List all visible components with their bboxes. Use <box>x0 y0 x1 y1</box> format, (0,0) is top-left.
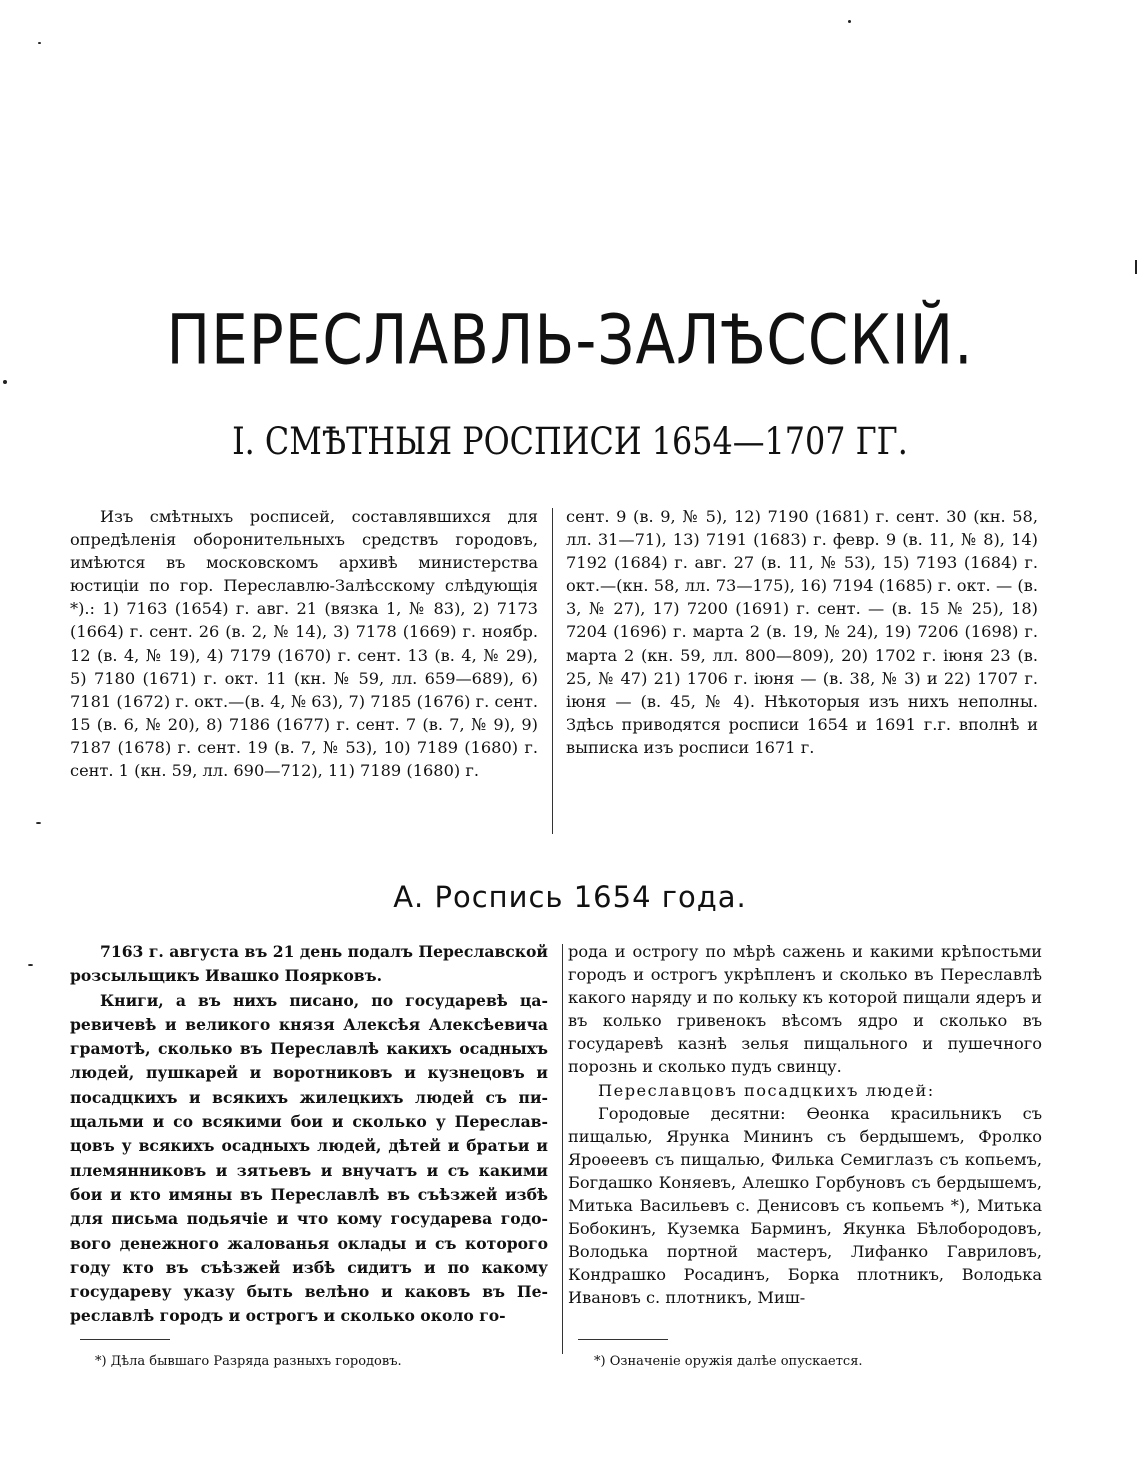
body-left-paragraph: Книги, а въ нихъ писано, по государевѣ царевичевѣ и великого князя Алексѣя Алексѣевича грамотѣ, сколько въ Переславлѣ какихъ осадныхъ людей, пушкарей и воротниковъ и кузнецовъ и посадцкихъ и всякихъ жилецкихъ людей съ пищальми и со всякими бои и сколько у Переславцовъ у всякихъ осадныхъ людей, дѣтей и братьи и племянниковъ и зятьевъ и внучатъ и съ какими бои и кто имяны въ Переславлѣ въ съѣзжей избѣ для письма подьячіе и что кому государева годового денежного жалованья оклады и съ которого году кто въ съѣзжей избѣ сидитъ и по какому государеву указу быть велѣно и каковъ въ Переславлѣ городъ и острогъ и сколько около го- <box>70 990 548 1326</box>
subsection-title: А. Роспись 1654 года. <box>393 880 747 914</box>
footnote-left: *) Дѣла бывшаго Разряда разныхъ городовъ. <box>95 1354 402 1369</box>
body-right-paragraph: Городовые десятни: Ѳеонка красильникъ съ пищалью, Ярунка Мининъ съ бердышемъ, Фролко Яроѳеевъ съ пищалью, Филька Семиглазъ съ копьемъ, Богдашко Коняевъ, Алешко Горбуновъ съ бердышемъ, Митька Васильевъ с. Денисовъ съ копьемъ *), Митька Бобокинъ, Куземка Барминъ, Якунка Бѣлобородовъ, Володька портной мастеръ, Лифанко Гавриловъ, Кондрашко Росадинъ, Борка плотникъ, Володька Ивановъ с. плотникъ, Миш- <box>568 1103 1042 1308</box>
speck-mark <box>848 20 851 23</box>
speck-mark <box>28 964 33 966</box>
page-title: ПЕРЕСЛАВЛЬ-ЗАЛѢССКІЙ. <box>166 300 974 381</box>
column-divider <box>562 944 563 1354</box>
intro-right-text: сент. 9 (в. 9, № 5), 12) 7190 (1681) г. сент. 30 (кн. 58, лл. 31—71), 13) 7191 (1683) г. февр. 9 (в. 11, № 8), 14) 7192 (1684) г. авг. 27 (в. 11, № 53), 15) 7193 (1684) г. окт.—(кн. 58, лл. 73—175), 16) 7194 (1685) г. окт. — (в. 3, № 27), 17) 7200 (1691) г. сент. — (в. 15 № 25), 18) 7204 (1696) г. марта 2 (в. 19, № 24), 19) 7206 (1698) г. марта 2 (кн. 59, лл. 800—809), 20) 1702 г. іюня 23 (в. 25, № 47) 21) 1706 г. іюня — (в. 38, № 3) и 22) 1707 г. іюня — (в. 45, № 4). Нѣкоторыя изъ нихъ неполны. Здѣсь приводятся росписи 1654 и 1691 г.г. вполнѣ и выписка изъ росписи 1671 г. <box>566 507 1038 757</box>
body-right-paragraph: рода и острогу по мѣрѣ сажень и какими крѣпостьми городъ и острогъ укрѣпленъ и сколько въ Переславлѣ какого наряду и по кольку къ которой пищали ядеръ и въ колько гривенокъ вѣсомъ ядро и сколько въ государевѣ казнѣ зелья пищального и пушечного порознь и сколько пудъ свинцу. <box>568 942 1042 1077</box>
body-right-column <box>568 940 1042 1310</box>
footnote-rule <box>80 1339 170 1340</box>
column-divider <box>552 508 553 834</box>
intro-left-text: Изъ смѣтныхъ росписей, составлявшихся для опредѣленія оборонительныхъ средствъ городовъ, имѣются въ московскомъ архивѣ министерства юстиціи по гор. Переславлю-Залѣсскому слѣдующія *).: 1) 7163 (1654) г. авг. 21 (вязка 1, № 83), 2) 7173 (1664) г. сент. 26 (в. 2, № 14), 3) 7178 (1669) г. ноябр. 12 (в. 4, № 19), 4) 7179 (1670) г. сент. 13 (в. 4, № 29), 5) 7180 (1671) г. окт. 11 (кн. № 59, лл. 659—689), 6) 7181 (1672) г. окт.—(в. 4, № 63), 7) 7185 (1676) г. сент. 15 (в. 6, № 20), 8) 7186 (1677) г. сент. 7 (в. 7, № 9), 9) 7187 (1678) г. сент. 19 (в. 7, № 53), 10) 7189 (1680) г. сент. 1 (кн. 59, лл. 690—712), 11) 7189 (1680) г. <box>70 507 538 781</box>
intro-left-column <box>70 505 538 782</box>
body-right-paragraph: Переславцовъ посадцкихъ людей: <box>598 1080 935 1100</box>
body-left-column <box>70 940 548 1329</box>
footnote-rule <box>578 1339 668 1340</box>
speck-mark <box>1135 260 1137 274</box>
section-title: I. СМѢТНЫЯ РОСПИСИ 1654—1707 ГГ. <box>232 420 908 463</box>
intro-right-column <box>566 505 1038 759</box>
speck-mark <box>38 42 41 44</box>
body-left-paragraph: 7163 г. августа въ 21 день подалъ Переславской розсыльщикъ Ивашко Поярковъ. <box>70 942 548 986</box>
footnote-right: *) Означеніе оружія далѣе опускается. <box>594 1354 863 1369</box>
speck-mark <box>3 380 7 384</box>
speck-mark <box>36 822 41 824</box>
